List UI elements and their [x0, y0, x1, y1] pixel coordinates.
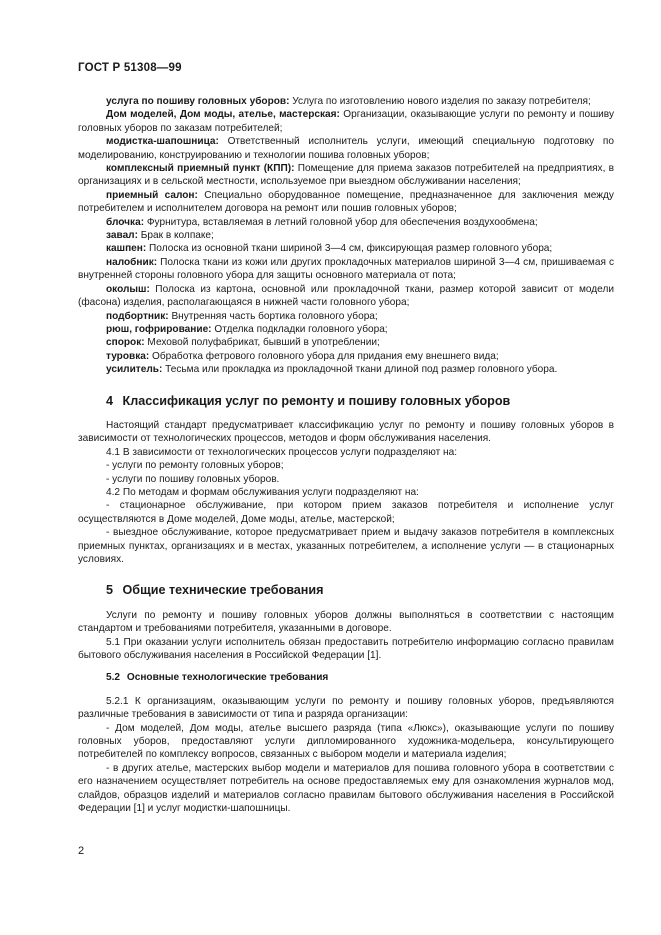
definition-term: околыш: — [106, 283, 150, 295]
definition-text: Полоска ткани из кожи или других прокладочных материалов шириной 3—4 см, пришиваемая с внутренней стороны головного убора для защиты основного материала от пота; — [78, 256, 614, 282]
definition-text: Полоска из основной ткани шириной 3—4 см, фиксирующая размер головного убора; — [146, 243, 553, 255]
definition-item — [78, 350, 614, 363]
definition-term: приемный салон: — [106, 189, 198, 201]
definition-term: кашпен: — [106, 243, 147, 255]
definitions-list — [78, 95, 614, 377]
definition-text: Ответственный исполнитель услуги, имеющий специальную подготовку по моделированию, конструированию и технологии пошива головных уборов; — [78, 136, 614, 161]
definition-item — [78, 336, 614, 349]
definition-term: услуга по пошиву головных уборов: — [106, 96, 290, 107]
list-item: - Дом моделей, Дом моды, ателье высшего разряда (типа «Люкс»), оказывающие услуги по пошиву головных уборов, предоставляют услуги дипломированного художника-модельера, консультирующего потребителей по комплексу вопросов, связанных с выбором модели и материала изделия; — [78, 722, 614, 761]
definition-item — [78, 256, 614, 283]
definition-text: Обработка фетрового головного убора для придания ему внешнего вида; — [149, 350, 499, 362]
definition-item — [78, 323, 614, 336]
section-4-heading — [106, 395, 614, 408]
definition-text: Помещение для приема заказов потребителей на предприятиях, в организациях и в сельской местности, используемое при выездном обслуживании населения; — [78, 163, 615, 188]
list-item: - в других ателье, мастерских выбор модели и материалов для пошива головного убора в соответствии с его назначением осуществляет потребитель на основе предоставляемых ему для ознакомления журналов мод, слайдов, образцов изделий и материалов согласно правилам бытового обслуживания населения в Российской Федерации [1] и услуг модистки-шапошницы. — [78, 762, 614, 815]
list-item: - услуги по ремонту головных уборов; — [106, 460, 284, 472]
subsection-number: 5.2 — [106, 672, 121, 684]
section-4-body — [78, 419, 614, 566]
definition-term: блочка: — [106, 216, 145, 228]
list-item: - выездное обслуживание, которое предусматривает прием и выдачу заказов потребителя в комплексных приемных пунктах, организациях и в местах, указанных потребителем, а исполнение услуги — в стационарных условиях. — [78, 527, 614, 565]
page-number: 2 — [78, 845, 85, 857]
definition-item — [78, 363, 614, 376]
definition-text: Полоска из картона, основной или прокладочной ткани, размер которой зависит от модели (фасона) изделия, располагающаяся в нижней части головного убора; — [78, 283, 614, 309]
list-item: - услуги по пошиву головных уборов. — [106, 473, 280, 485]
document-body — [78, 95, 614, 816]
definition-item — [78, 189, 614, 216]
definition-term: комплексный приемный пункт (КПП): — [106, 163, 295, 175]
paragraph: Услуги по ремонту и пошиву головных уборов должны выполняться в соответствии с настоящим стандартом и требованиями потребителя, указанными в договоре. — [78, 609, 614, 635]
subsection-title: Основные технологические требования — [126, 672, 329, 684]
subsection-5-2-heading — [106, 671, 614, 684]
section-number: 4 — [106, 393, 114, 408]
definition-text: Меховой полуфабрикат, бывший в употреблении; — [144, 337, 380, 349]
section-5-body — [78, 609, 614, 663]
definition-term: туровка: — [106, 350, 150, 362]
definition-text: Услуга по изготовлению нового изделия по заказу потребителя; — [289, 96, 591, 107]
definition-term: Дом моделей, Дом моды, ателье, мастерская: — [106, 109, 340, 121]
definition-item — [78, 135, 614, 162]
document-header: ГОСТ Р 51308—99 — [78, 62, 182, 74]
subsection-5-2-body — [78, 695, 614, 816]
definition-item — [78, 108, 614, 135]
definition-term: модистка-шапошница: — [106, 136, 219, 148]
definition-term: спорок: — [106, 337, 145, 349]
definition-item — [78, 242, 614, 255]
section-title: Классификация услуг по ремонту и пошиву головных уборов — [122, 393, 511, 408]
definition-item — [78, 162, 614, 189]
definition-item — [78, 310, 614, 323]
definition-item — [78, 229, 614, 242]
definition-text: Брак в колпаке; — [137, 230, 214, 242]
definition-term: рюш, гофрирование: — [106, 323, 212, 335]
definition-item — [78, 216, 614, 229]
list-item: - стационарное обслуживание, при котором прием заказов потребителя и исполнение услуг осуществляются в Доме моделей, Доме моды, ателье, мастерской; — [78, 500, 614, 525]
definition-item — [78, 95, 614, 108]
paragraph: Настоящий стандарт предусматривает классификацию услуг по ремонту и пошиву головных уборов в зависимости от технологических процессов, методов и форм обслуживания населения. — [78, 419, 614, 445]
definition-term: завал: — [106, 230, 138, 242]
definition-text: Специально оборудованное помещение, предназначенное для заключения между потребителем и исполнителем договора на ремонт или пошив головных уборов; — [78, 189, 614, 215]
definition-text: Организации, оказывающие услуги по ремонту и пошиву головных уборов по заказам потребителей; — [78, 109, 614, 134]
paragraph: 5.1 При оказании услуги исполнитель обязан предоставить потребителю информацию согласно правилам бытового обслуживания населения в Российской Федерации [1]. — [78, 636, 614, 662]
definition-item — [78, 283, 614, 310]
section-title: Общие технические требования — [122, 583, 324, 598]
definition-term: налобник: — [106, 256, 158, 268]
definition-term: усилитель: — [106, 364, 163, 376]
paragraph: 4.1 В зависимости от технологических процессов услуги подразделяют на: — [106, 446, 458, 458]
definition-text: Фурнитура, вставляемая в летний головной убор для обеспечения воздухообмена; — [144, 216, 538, 228]
definition-text: Тесьма или прокладка из прокладочной ткани длиной под размер головного убора. — [162, 364, 558, 376]
definition-text: Отделка подкладки головного убора; — [211, 323, 388, 335]
definition-term: подбортник: — [106, 310, 169, 322]
section-number: 5 — [106, 583, 114, 598]
section-5-heading — [106, 584, 614, 597]
paragraph: 4.2 По методам и формам обслуживания услуги подразделяют на: — [106, 486, 419, 498]
paragraph: 5.2.1 К организациям, оказывающим услуги по ремонту и пошиву головных уборов, предъявляются различные требования в зависимости от типа и разряда организации: — [78, 695, 614, 721]
definition-text: Внутренняя часть бортика головного убора; — [168, 310, 378, 322]
